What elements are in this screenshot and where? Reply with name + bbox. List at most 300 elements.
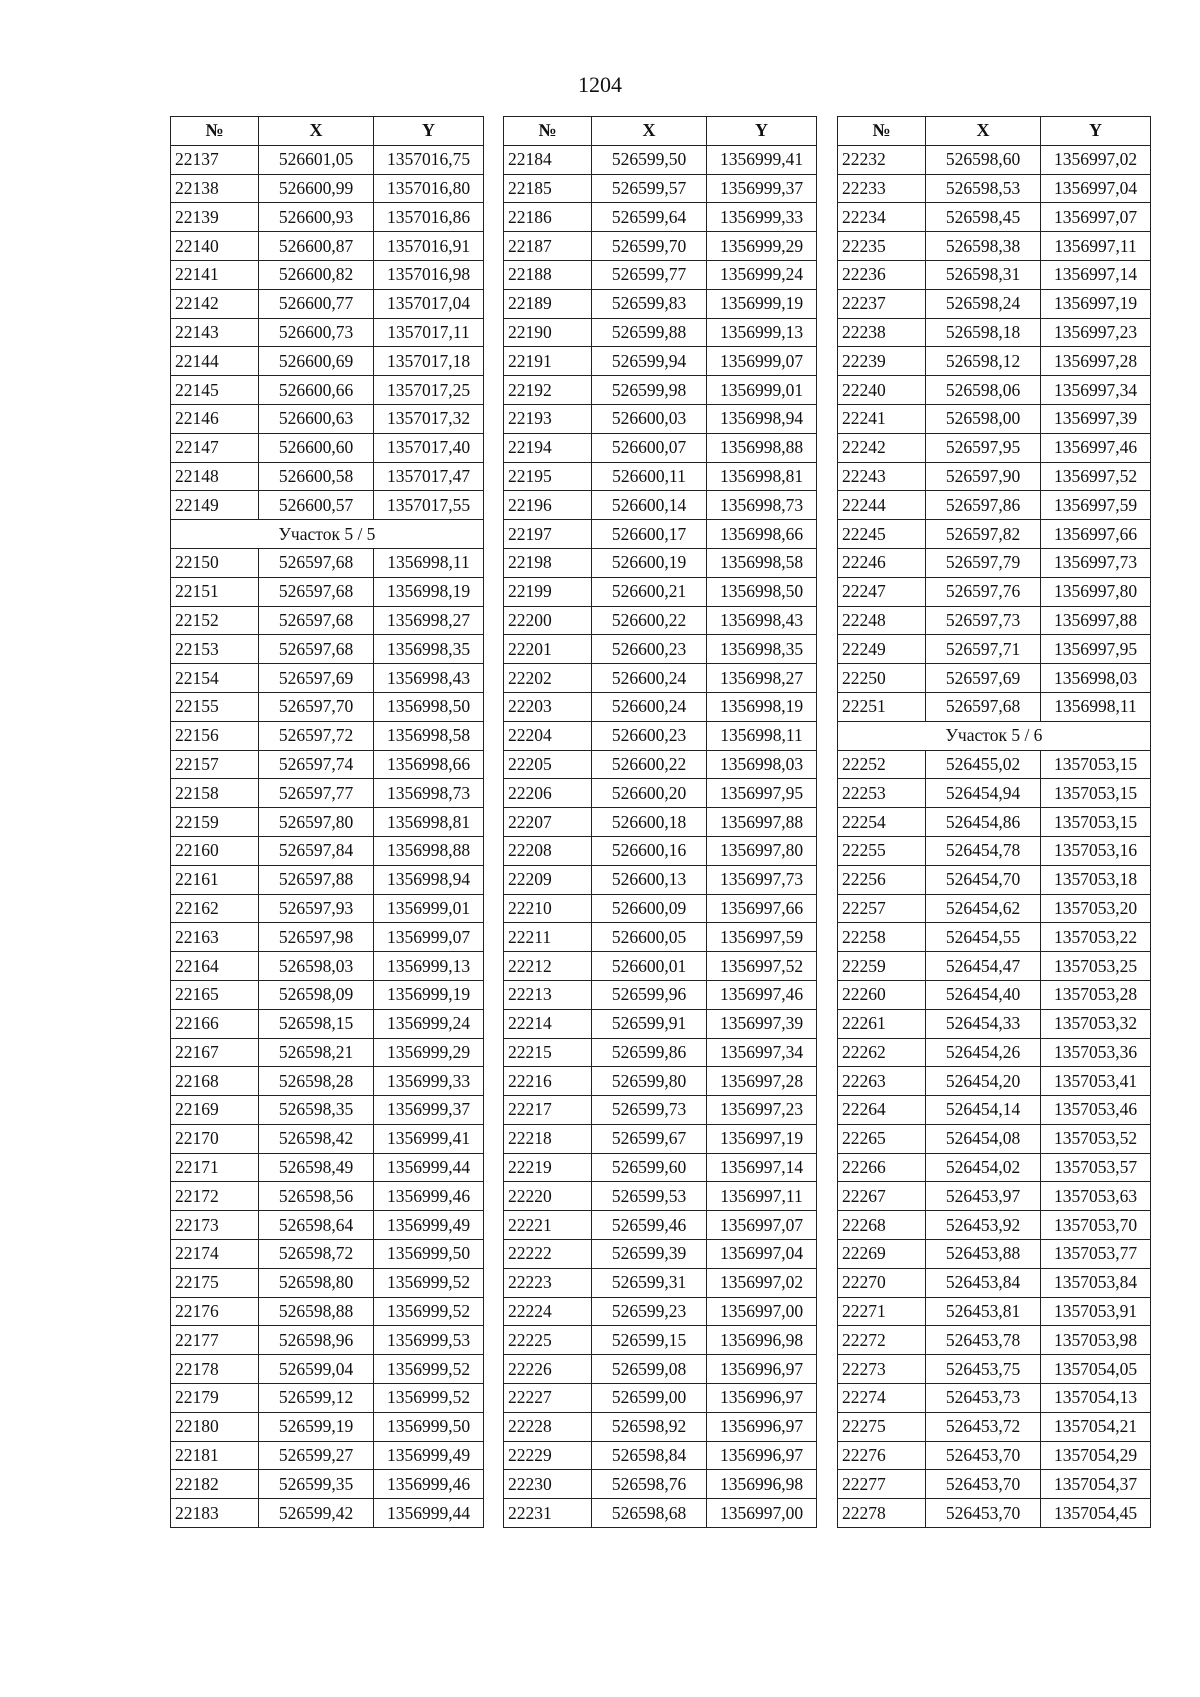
table-row xyxy=(171,1124,484,1153)
point-number-cell: 22254 xyxy=(838,808,926,837)
y-coordinate-cell: 1357053,52 xyxy=(1041,1124,1151,1153)
y-coordinate-cell: 1356997,88 xyxy=(707,808,817,837)
point-number-cell: 22137 xyxy=(171,145,259,174)
table-row xyxy=(838,1499,1151,1528)
point-number-cell: 22248 xyxy=(838,606,926,635)
point-number-cell: 22258 xyxy=(838,923,926,952)
table-row xyxy=(838,1096,1151,1125)
point-number-cell: 22256 xyxy=(838,865,926,894)
point-number-cell: 22200 xyxy=(504,606,592,635)
y-coordinate-cell: 1356998,43 xyxy=(374,664,484,693)
table-row xyxy=(504,808,817,837)
x-coordinate-cell: 526597,95 xyxy=(926,433,1041,462)
table-row xyxy=(171,779,484,808)
point-number-cell: 22163 xyxy=(171,923,259,952)
x-coordinate-cell: 526597,72 xyxy=(259,721,374,750)
x-coordinate-cell: 526600,77 xyxy=(259,289,374,318)
x-coordinate-cell: 526454,40 xyxy=(926,980,1041,1009)
table-row xyxy=(504,721,817,750)
table-row xyxy=(171,1441,484,1470)
point-number-cell: 22227 xyxy=(504,1384,592,1413)
table-row xyxy=(171,318,484,347)
table-row xyxy=(171,376,484,405)
point-number-cell: 22215 xyxy=(504,1038,592,1067)
table-row xyxy=(171,1470,484,1499)
point-number-cell: 22277 xyxy=(838,1470,926,1499)
point-number-cell: 22161 xyxy=(171,865,259,894)
x-coordinate-cell: 526600,17 xyxy=(592,520,707,549)
x-coordinate-cell: 526453,70 xyxy=(926,1499,1041,1528)
x-coordinate-cell: 526598,60 xyxy=(926,145,1041,174)
point-number-cell: 22180 xyxy=(171,1412,259,1441)
table-row xyxy=(838,1009,1151,1038)
x-coordinate-cell: 526600,05 xyxy=(592,923,707,952)
point-number-cell: 22262 xyxy=(838,1038,926,1067)
point-number-cell: 22259 xyxy=(838,952,926,981)
table-row xyxy=(838,491,1151,520)
y-coordinate-cell: 1356998,11 xyxy=(707,721,817,750)
table-row xyxy=(171,721,484,750)
y-coordinate-cell: 1356997,23 xyxy=(707,1096,817,1125)
y-coordinate-cell: 1357053,77 xyxy=(1041,1240,1151,1269)
x-coordinate-cell: 526598,09 xyxy=(259,980,374,1009)
y-coordinate-cell: 1357053,70 xyxy=(1041,1211,1151,1240)
table-row xyxy=(171,548,484,577)
y-coordinate-cell: 1357053,91 xyxy=(1041,1297,1151,1326)
y-coordinate-cell: 1357053,98 xyxy=(1041,1326,1151,1355)
y-coordinate-cell: 1356998,11 xyxy=(1041,692,1151,721)
y-coordinate-cell: 1357017,18 xyxy=(374,347,484,376)
point-number-cell: 22198 xyxy=(504,548,592,577)
y-coordinate-cell: 1356997,66 xyxy=(707,894,817,923)
point-number-cell: 22270 xyxy=(838,1268,926,1297)
table-row xyxy=(838,1038,1151,1067)
table-row xyxy=(171,1096,484,1125)
x-coordinate-cell: 526453,70 xyxy=(926,1441,1041,1470)
y-coordinate-cell: 1356999,33 xyxy=(374,1067,484,1096)
y-coordinate-cell: 1356997,80 xyxy=(707,836,817,865)
table-row xyxy=(171,894,484,923)
x-coordinate-cell: 526599,35 xyxy=(259,1470,374,1499)
table-row xyxy=(838,1268,1151,1297)
y-coordinate-cell: 1356998,88 xyxy=(707,433,817,462)
point-number-cell: 22268 xyxy=(838,1211,926,1240)
point-number-cell: 22183 xyxy=(171,1499,259,1528)
y-coordinate-cell: 1356999,29 xyxy=(374,1038,484,1067)
y-coordinate-cell: 1356999,53 xyxy=(374,1326,484,1355)
y-coordinate-cell: 1357016,91 xyxy=(374,232,484,261)
x-coordinate-cell: 526599,94 xyxy=(592,347,707,376)
x-coordinate-cell: 526600,99 xyxy=(259,174,374,203)
y-coordinate-cell: 1356999,44 xyxy=(374,1499,484,1528)
point-number-cell: 22257 xyxy=(838,894,926,923)
header-x: X xyxy=(259,117,374,146)
y-coordinate-cell: 1356999,52 xyxy=(374,1384,484,1413)
y-coordinate-cell: 1356996,97 xyxy=(707,1412,817,1441)
x-coordinate-cell: 526599,39 xyxy=(592,1240,707,1269)
x-coordinate-cell: 526600,16 xyxy=(592,836,707,865)
table-row xyxy=(838,692,1151,721)
page-number: 1204 xyxy=(578,72,622,97)
table-row xyxy=(838,433,1151,462)
table-row xyxy=(838,318,1151,347)
table-row xyxy=(504,894,817,923)
y-coordinate-cell: 1356998,88 xyxy=(374,836,484,865)
x-coordinate-cell: 526599,42 xyxy=(259,1499,374,1528)
x-coordinate-cell: 526598,53 xyxy=(926,174,1041,203)
x-coordinate-cell: 526453,70 xyxy=(926,1470,1041,1499)
point-number-cell: 22224 xyxy=(504,1297,592,1326)
point-number-cell: 22274 xyxy=(838,1384,926,1413)
table-row xyxy=(171,635,484,664)
point-number-cell: 22206 xyxy=(504,779,592,808)
point-number-cell: 22140 xyxy=(171,232,259,261)
point-number-cell: 22150 xyxy=(171,548,259,577)
table-row xyxy=(838,260,1151,289)
y-coordinate-cell: 1357053,15 xyxy=(1041,779,1151,808)
table-row xyxy=(838,1124,1151,1153)
table-row xyxy=(838,462,1151,491)
x-coordinate-cell: 526597,90 xyxy=(926,462,1041,491)
y-coordinate-cell: 1357054,05 xyxy=(1041,1355,1151,1384)
table-row xyxy=(504,145,817,174)
y-coordinate-cell: 1357054,29 xyxy=(1041,1441,1151,1470)
y-coordinate-cell: 1357054,21 xyxy=(1041,1412,1151,1441)
y-coordinate-cell: 1356997,66 xyxy=(1041,520,1151,549)
x-coordinate-cell: 526600,82 xyxy=(259,260,374,289)
table-row xyxy=(171,577,484,606)
x-coordinate-cell: 526597,69 xyxy=(926,664,1041,693)
y-coordinate-cell: 1356997,00 xyxy=(707,1297,817,1326)
x-coordinate-cell: 526453,72 xyxy=(926,1412,1041,1441)
point-number-cell: 22214 xyxy=(504,1009,592,1038)
x-coordinate-cell: 526598,88 xyxy=(259,1297,374,1326)
x-coordinate-cell: 526598,28 xyxy=(259,1067,374,1096)
table-row xyxy=(504,1124,817,1153)
point-number-cell: 22164 xyxy=(171,952,259,981)
y-coordinate-cell: 1357053,15 xyxy=(1041,808,1151,837)
y-coordinate-cell: 1356997,11 xyxy=(1041,232,1151,261)
table-row xyxy=(504,520,817,549)
table-row xyxy=(171,1240,484,1269)
y-coordinate-cell: 1356998,58 xyxy=(707,548,817,577)
y-coordinate-cell: 1356998,81 xyxy=(374,808,484,837)
point-number-cell: 22216 xyxy=(504,1067,592,1096)
point-number-cell: 22209 xyxy=(504,865,592,894)
table-row xyxy=(504,606,817,635)
point-number-cell: 22238 xyxy=(838,318,926,347)
table-row xyxy=(171,1182,484,1211)
table-row xyxy=(504,1384,817,1413)
point-number-cell: 22264 xyxy=(838,1096,926,1125)
x-coordinate-cell: 526454,14 xyxy=(926,1096,1041,1125)
x-coordinate-cell: 526600,58 xyxy=(259,462,374,491)
y-coordinate-cell: 1356997,80 xyxy=(1041,577,1151,606)
x-coordinate-cell: 526601,05 xyxy=(259,145,374,174)
x-coordinate-cell: 526597,79 xyxy=(926,548,1041,577)
table-row xyxy=(171,1009,484,1038)
x-coordinate-cell: 526597,80 xyxy=(259,808,374,837)
x-coordinate-cell: 526600,60 xyxy=(259,433,374,462)
x-coordinate-cell: 526597,77 xyxy=(259,779,374,808)
point-number-cell: 22182 xyxy=(171,1470,259,1499)
y-coordinate-cell: 1356997,88 xyxy=(1041,606,1151,635)
x-coordinate-cell: 526600,21 xyxy=(592,577,707,606)
table-row xyxy=(171,606,484,635)
section-row xyxy=(838,721,1151,750)
x-coordinate-cell: 526600,09 xyxy=(592,894,707,923)
y-coordinate-cell: 1356999,50 xyxy=(374,1412,484,1441)
y-coordinate-cell: 1356998,35 xyxy=(374,635,484,664)
y-coordinate-cell: 1356999,52 xyxy=(374,1297,484,1326)
y-coordinate-cell: 1356997,52 xyxy=(1041,462,1151,491)
table-row xyxy=(504,664,817,693)
point-number-cell: 22207 xyxy=(504,808,592,837)
coordinate-table-right xyxy=(837,116,1151,1528)
point-number-cell: 22162 xyxy=(171,894,259,923)
point-number-cell: 22251 xyxy=(838,692,926,721)
x-coordinate-cell: 526597,68 xyxy=(259,577,374,606)
point-number-cell: 22144 xyxy=(171,347,259,376)
point-number-cell: 22203 xyxy=(504,692,592,721)
point-number-cell: 22160 xyxy=(171,836,259,865)
table-row xyxy=(171,923,484,952)
x-coordinate-cell: 526599,19 xyxy=(259,1412,374,1441)
y-coordinate-cell: 1357053,16 xyxy=(1041,836,1151,865)
point-number-cell: 22142 xyxy=(171,289,259,318)
y-coordinate-cell: 1356999,37 xyxy=(374,1096,484,1125)
y-coordinate-cell: 1356998,94 xyxy=(707,404,817,433)
x-coordinate-cell: 526597,93 xyxy=(259,894,374,923)
table-header-row xyxy=(504,117,817,146)
x-coordinate-cell: 526599,50 xyxy=(592,145,707,174)
x-coordinate-cell: 526599,98 xyxy=(592,376,707,405)
table-row xyxy=(838,1297,1151,1326)
table-row xyxy=(838,1412,1151,1441)
table-row xyxy=(838,836,1151,865)
point-number-cell: 22231 xyxy=(504,1499,592,1528)
table-row xyxy=(838,1240,1151,1269)
x-coordinate-cell: 526599,86 xyxy=(592,1038,707,1067)
point-number-cell: 22213 xyxy=(504,980,592,1009)
point-number-cell: 22177 xyxy=(171,1326,259,1355)
table-row xyxy=(838,548,1151,577)
point-number-cell: 22212 xyxy=(504,952,592,981)
y-coordinate-cell: 1357053,15 xyxy=(1041,750,1151,779)
table-row xyxy=(504,174,817,203)
table-row xyxy=(504,433,817,462)
y-coordinate-cell: 1356996,97 xyxy=(707,1355,817,1384)
x-coordinate-cell: 526453,84 xyxy=(926,1268,1041,1297)
table-row xyxy=(171,952,484,981)
table-row xyxy=(838,923,1151,952)
x-coordinate-cell: 526598,06 xyxy=(926,376,1041,405)
point-number-cell: 22210 xyxy=(504,894,592,923)
x-coordinate-cell: 526600,23 xyxy=(592,635,707,664)
header-number: № xyxy=(171,117,259,146)
x-coordinate-cell: 526454,02 xyxy=(926,1153,1041,1182)
point-number-cell: 22219 xyxy=(504,1153,592,1182)
y-coordinate-cell: 1356997,39 xyxy=(707,1009,817,1038)
y-coordinate-cell: 1356999,37 xyxy=(707,174,817,203)
y-coordinate-cell: 1356998,94 xyxy=(374,865,484,894)
x-coordinate-cell: 526600,20 xyxy=(592,779,707,808)
coordinate-table-left xyxy=(170,116,484,1528)
y-coordinate-cell: 1356999,46 xyxy=(374,1470,484,1499)
x-coordinate-cell: 526598,96 xyxy=(259,1326,374,1355)
point-number-cell: 22267 xyxy=(838,1182,926,1211)
point-number-cell: 22184 xyxy=(504,145,592,174)
point-number-cell: 22208 xyxy=(504,836,592,865)
x-coordinate-cell: 526599,00 xyxy=(592,1384,707,1413)
y-coordinate-cell: 1357017,32 xyxy=(374,404,484,433)
x-coordinate-cell: 526598,03 xyxy=(259,952,374,981)
table-row xyxy=(504,1499,817,1528)
y-coordinate-cell: 1356997,73 xyxy=(707,865,817,894)
point-number-cell: 22147 xyxy=(171,433,259,462)
point-number-cell: 22237 xyxy=(838,289,926,318)
table-row xyxy=(171,1355,484,1384)
table-row xyxy=(171,692,484,721)
y-coordinate-cell: 1357016,86 xyxy=(374,203,484,232)
y-coordinate-cell: 1357053,63 xyxy=(1041,1182,1151,1211)
x-coordinate-cell: 526597,71 xyxy=(926,635,1041,664)
x-coordinate-cell: 526598,80 xyxy=(259,1268,374,1297)
x-coordinate-cell: 526599,46 xyxy=(592,1211,707,1240)
y-coordinate-cell: 1357016,80 xyxy=(374,174,484,203)
x-coordinate-cell: 526599,73 xyxy=(592,1096,707,1125)
x-coordinate-cell: 526600,24 xyxy=(592,692,707,721)
y-coordinate-cell: 1356999,46 xyxy=(374,1182,484,1211)
point-number-cell: 22146 xyxy=(171,404,259,433)
y-coordinate-cell: 1356999,41 xyxy=(707,145,817,174)
table-row xyxy=(504,1470,817,1499)
x-coordinate-cell: 526599,53 xyxy=(592,1182,707,1211)
section-label: Участок 5 / 6 xyxy=(838,721,1151,750)
y-coordinate-cell: 1357053,28 xyxy=(1041,980,1151,1009)
x-coordinate-cell: 526598,21 xyxy=(259,1038,374,1067)
y-coordinate-cell: 1356998,03 xyxy=(1041,664,1151,693)
y-coordinate-cell: 1356997,02 xyxy=(707,1268,817,1297)
point-number-cell: 22223 xyxy=(504,1268,592,1297)
y-coordinate-cell: 1356997,23 xyxy=(1041,318,1151,347)
table-row xyxy=(838,894,1151,923)
y-coordinate-cell: 1356997,04 xyxy=(707,1240,817,1269)
section-row xyxy=(171,520,484,549)
y-coordinate-cell: 1356997,95 xyxy=(707,779,817,808)
x-coordinate-cell: 526599,27 xyxy=(259,1441,374,1470)
y-coordinate-cell: 1357016,98 xyxy=(374,260,484,289)
x-coordinate-cell: 526454,26 xyxy=(926,1038,1041,1067)
y-coordinate-cell: 1357053,57 xyxy=(1041,1153,1151,1182)
x-coordinate-cell: 526599,23 xyxy=(592,1297,707,1326)
x-coordinate-cell: 526597,70 xyxy=(259,692,374,721)
table-row xyxy=(171,462,484,491)
table-row xyxy=(504,750,817,779)
table-row xyxy=(171,203,484,232)
table-row xyxy=(838,1441,1151,1470)
table-header-row xyxy=(838,117,1151,146)
point-number-cell: 22218 xyxy=(504,1124,592,1153)
table-row xyxy=(171,433,484,462)
table-row xyxy=(171,1067,484,1096)
y-coordinate-cell: 1356999,13 xyxy=(707,318,817,347)
x-coordinate-cell: 526600,07 xyxy=(592,433,707,462)
table-row xyxy=(504,1355,817,1384)
x-coordinate-cell: 526598,72 xyxy=(259,1240,374,1269)
x-coordinate-cell: 526598,35 xyxy=(259,1096,374,1125)
y-coordinate-cell: 1356997,39 xyxy=(1041,404,1151,433)
x-coordinate-cell: 526453,97 xyxy=(926,1182,1041,1211)
x-coordinate-cell: 526597,68 xyxy=(259,635,374,664)
x-coordinate-cell: 526599,77 xyxy=(592,260,707,289)
y-coordinate-cell: 1356997,19 xyxy=(1041,289,1151,318)
table-row xyxy=(504,548,817,577)
point-number-cell: 22266 xyxy=(838,1153,926,1182)
point-number-cell: 22202 xyxy=(504,664,592,693)
point-number-cell: 22232 xyxy=(838,145,926,174)
y-coordinate-cell: 1356997,34 xyxy=(1041,376,1151,405)
point-number-cell: 22241 xyxy=(838,404,926,433)
x-coordinate-cell: 526599,67 xyxy=(592,1124,707,1153)
x-coordinate-cell: 526598,00 xyxy=(926,404,1041,433)
table-row xyxy=(171,1038,484,1067)
table-row xyxy=(504,1038,817,1067)
table-row xyxy=(504,1096,817,1125)
table-row xyxy=(838,606,1151,635)
table-row xyxy=(838,1326,1151,1355)
y-coordinate-cell: 1357053,22 xyxy=(1041,923,1151,952)
x-coordinate-cell: 526597,68 xyxy=(259,606,374,635)
x-coordinate-cell: 526600,22 xyxy=(592,606,707,635)
point-number-cell: 22186 xyxy=(504,203,592,232)
table-row xyxy=(504,318,817,347)
table-row xyxy=(504,491,817,520)
table-row xyxy=(838,664,1151,693)
table-row xyxy=(504,203,817,232)
point-number-cell: 22173 xyxy=(171,1211,259,1240)
table-row xyxy=(838,1470,1151,1499)
x-coordinate-cell: 526599,12 xyxy=(259,1384,374,1413)
table-row xyxy=(171,232,484,261)
point-number-cell: 22234 xyxy=(838,203,926,232)
x-coordinate-cell: 526600,22 xyxy=(592,750,707,779)
x-coordinate-cell: 526599,64 xyxy=(592,203,707,232)
point-number-cell: 22171 xyxy=(171,1153,259,1182)
point-number-cell: 22204 xyxy=(504,721,592,750)
table-row xyxy=(838,289,1151,318)
point-number-cell: 22139 xyxy=(171,203,259,232)
point-number-cell: 22154 xyxy=(171,664,259,693)
y-coordinate-cell: 1356997,14 xyxy=(1041,260,1151,289)
point-number-cell: 22222 xyxy=(504,1240,592,1269)
y-coordinate-cell: 1356998,66 xyxy=(374,750,484,779)
x-coordinate-cell: 526598,12 xyxy=(926,347,1041,376)
y-coordinate-cell: 1356999,24 xyxy=(707,260,817,289)
table-row xyxy=(504,923,817,952)
y-coordinate-cell: 1357017,47 xyxy=(374,462,484,491)
table-row xyxy=(171,1499,484,1528)
point-number-cell: 22265 xyxy=(838,1124,926,1153)
y-coordinate-cell: 1356997,52 xyxy=(707,952,817,981)
x-coordinate-cell: 526600,87 xyxy=(259,232,374,261)
point-number-cell: 22235 xyxy=(838,232,926,261)
x-coordinate-cell: 526600,93 xyxy=(259,203,374,232)
x-coordinate-cell: 526599,15 xyxy=(592,1326,707,1355)
y-coordinate-cell: 1357053,32 xyxy=(1041,1009,1151,1038)
x-coordinate-cell: 526600,14 xyxy=(592,491,707,520)
table-row xyxy=(504,779,817,808)
